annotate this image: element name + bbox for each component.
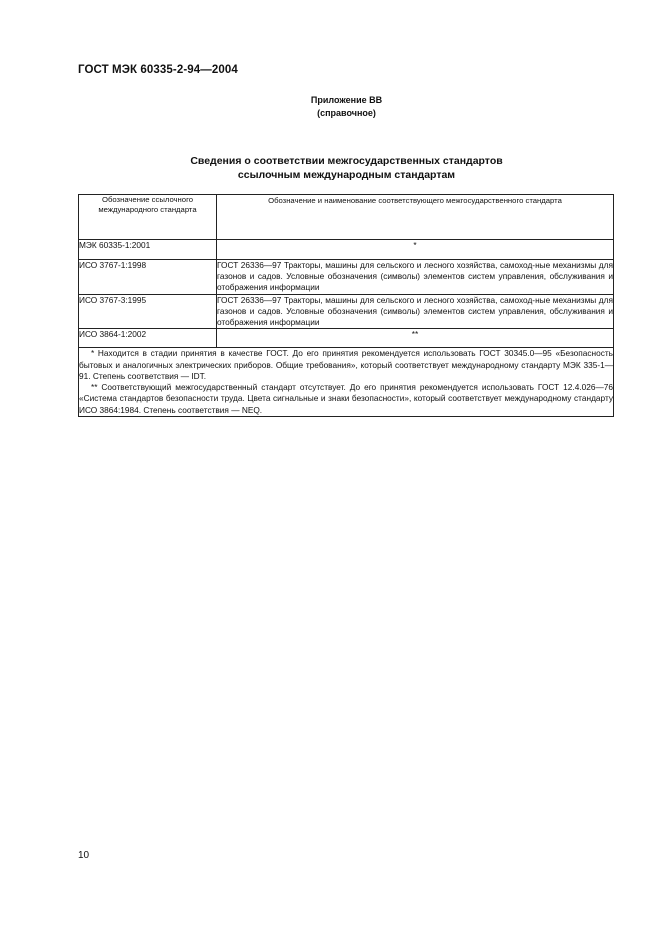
reference-description: * <box>217 240 614 260</box>
document-header: ГОСТ МЭК 60335-2-94—2004 <box>78 64 238 76</box>
footnote-1: * Находится в стадии принятия в качестве ГОСТ. До его принятия рекомендуется использовать ГОСТ 30345.0—95 «Безопасность бытовых и аналогичных электрических приборов. Общие требования», который соответствует международному стандарту МЭК 335-1—91. Степень соответствия — IDT. <box>79 348 613 381</box>
reference-code: МЭК 60335-1:2001 <box>79 240 217 260</box>
column-header-international: Обозначение ссылочного международного стандарта <box>79 195 217 240</box>
reference-description: ГОСТ 26336—97 Тракторы, машины для сельского и лесного хозяйства, самоход-ные механизмы для газонов и садов. Условные обозначения (символы) элементов систем управления, обслуживания и отображения информации <box>217 260 613 293</box>
reference-description: ** <box>217 329 614 348</box>
table-row <box>79 240 614 260</box>
reference-code: ИСО 3864-1:2002 <box>79 329 217 348</box>
table-title-line-1: Сведения о соответствии межгосударственных стандартов <box>190 155 503 167</box>
table-title <box>0 154 661 182</box>
reference-code: ИСО 3767-3:1995 <box>79 294 217 329</box>
column-header-interstate: Обозначение и наименование соответствующего межгосударственного стандарта <box>217 195 614 240</box>
appendix-label: Приложение ВВ <box>310 95 383 105</box>
footnote-2: ** Соответствующий межгосударственный стандарт отсутствует. До его принятия рекомендуется использовать ГОСТ 12.4.026—76 «Система стандартов безопасности труда. Цвета сигнальные и знаки безопасности», который соответствует международному стандарту ИСО 3864:1984. Степень соответствия — NEQ. <box>79 382 613 415</box>
table-row <box>79 294 614 329</box>
table-row <box>79 260 614 295</box>
table-title-line-2: ссылочным международным стандартам <box>237 169 456 181</box>
appendix-type: (справочное) <box>317 108 376 118</box>
correspondence-table <box>78 194 614 417</box>
table-notes-row <box>79 348 614 417</box>
page-number: 10 <box>78 850 90 861</box>
table-footnotes <box>79 348 614 417</box>
table-row <box>79 329 614 348</box>
reference-description: ГОСТ 26336—97 Тракторы, машины для сельского и лесного хозяйства, самоход-ные механизмы для газонов и садов. Условные обозначения (символы) элементов систем управления, обслуживания и отображения информации <box>217 294 613 328</box>
appendix-heading <box>0 94 661 120</box>
table-header-row <box>79 195 614 240</box>
reference-code: ИСО 3767-1:1998 <box>79 260 217 295</box>
